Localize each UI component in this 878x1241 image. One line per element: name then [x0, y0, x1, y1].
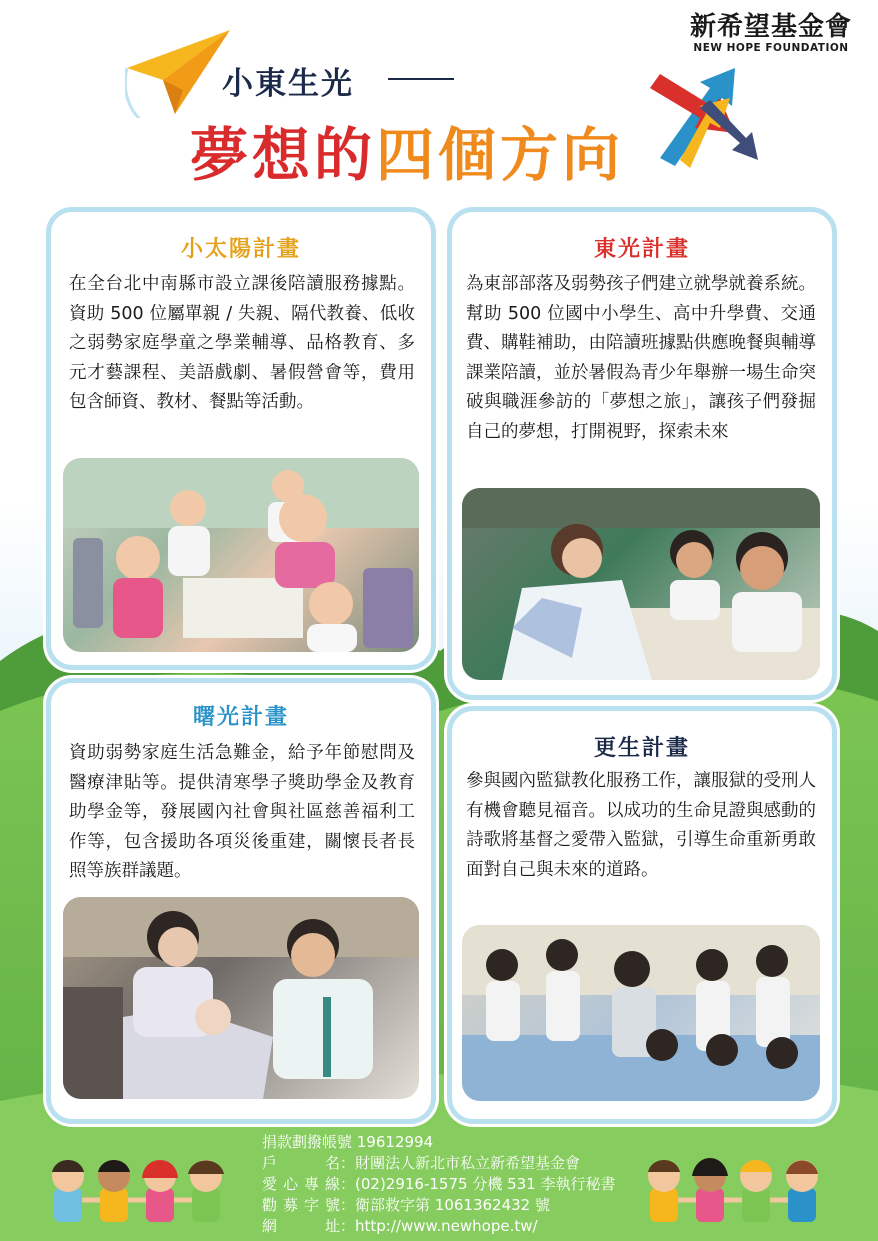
- page-title-part2: 四個方向: [376, 121, 625, 189]
- subtitle-dash: [388, 78, 454, 80]
- account-line: [262, 1132, 616, 1153]
- info-row: 網址 ： http://www.newhope.tw/: [262, 1217, 538, 1235]
- card-renewal: [447, 706, 837, 1124]
- tutoring-photo: [462, 488, 820, 680]
- donation-info: [262, 1132, 616, 1237]
- four-arrows-icon: [640, 48, 760, 178]
- card-dawn-light: [46, 678, 436, 1124]
- card-title: 小太陽計畫: [180, 237, 301, 262]
- info-row: 勸募字號 ： 衛部救字第 1061362432 號: [262, 1196, 550, 1214]
- card-title: 曙光計畫: [192, 705, 289, 730]
- card-title: 東光計畫: [593, 237, 690, 262]
- hotline-number: (02)2916-1575 分機 531 李執行秘書: [355, 1175, 616, 1193]
- children-cartoon-left: [44, 1150, 244, 1235]
- website-link[interactable]: http://www.newhope.tw/: [355, 1217, 538, 1235]
- page-title-part1: 夢想的: [190, 121, 377, 189]
- card-title: 更生計畫: [593, 736, 690, 761]
- paper-plane-icon: [125, 28, 235, 118]
- card-text: 為東部部落及弱勢孩子們建立就學就養系統。幫助 500 位國中小學生、高中升學費、交通費、購鞋補助，由陪讀班據點供應晚餐與輔導課業陪讀，並於暑假為青少年舉辦一場生命突破與職涯參訪的「夢想之旅」，讓孩子們發掘自己的夢想，打開視野，探索未來: [466, 274, 816, 442]
- info-row: 戶名 ： 財團法人新北市私立新希望基金會: [262, 1154, 581, 1172]
- subtitle: 小東生光: [222, 66, 354, 102]
- brand-logo: [690, 12, 852, 54]
- children-cartoon-right: [640, 1150, 840, 1235]
- card-text: 資助弱勢家庭生活急難金，給予年節慰問及醫療津貼等。提供清寒學子獎助學金及教育助學金等，發展國內社會與社區慈善福利工作等，包含援助各項災後重建，關懷長者長照等族群議題。: [69, 743, 415, 881]
- brand-name-cn: 新希望基金會: [689, 12, 852, 42]
- card-little-sun: [46, 207, 436, 670]
- card-text: 在全台北中南縣市設立課後陪讀服務據點。資助 500 位屬單親 / 失親、隔代教養、低收之弱勢家庭學童之學業輔導、品格教育、多元才藝課程、美語戲劇、暑假營會等，費用包含師資、教材、餐點等活動。: [69, 274, 415, 412]
- brand-name-en: NEW HOPE FOUNDATION: [693, 42, 849, 54]
- page-title: [190, 108, 624, 192]
- children-drawing-photo: [63, 458, 419, 652]
- card-east-light: [447, 207, 837, 700]
- prison-ministry-photo: [462, 925, 820, 1101]
- elder-care-photo: [63, 897, 419, 1099]
- info-row: 愛心專線 ： (02)2916-1575 分機 531 李執行秘書: [262, 1175, 616, 1193]
- card-text: 參與國內監獄教化服務工作，讓服獄的受刑人有機會聽見福音。以成功的生命見證與感動的詩歌將基督之愛帶入監獄，引導生命重新勇敢面對自己與未來的道路。: [466, 771, 816, 880]
- account-number: 捐款劃撥帳號 19612994: [262, 1133, 434, 1151]
